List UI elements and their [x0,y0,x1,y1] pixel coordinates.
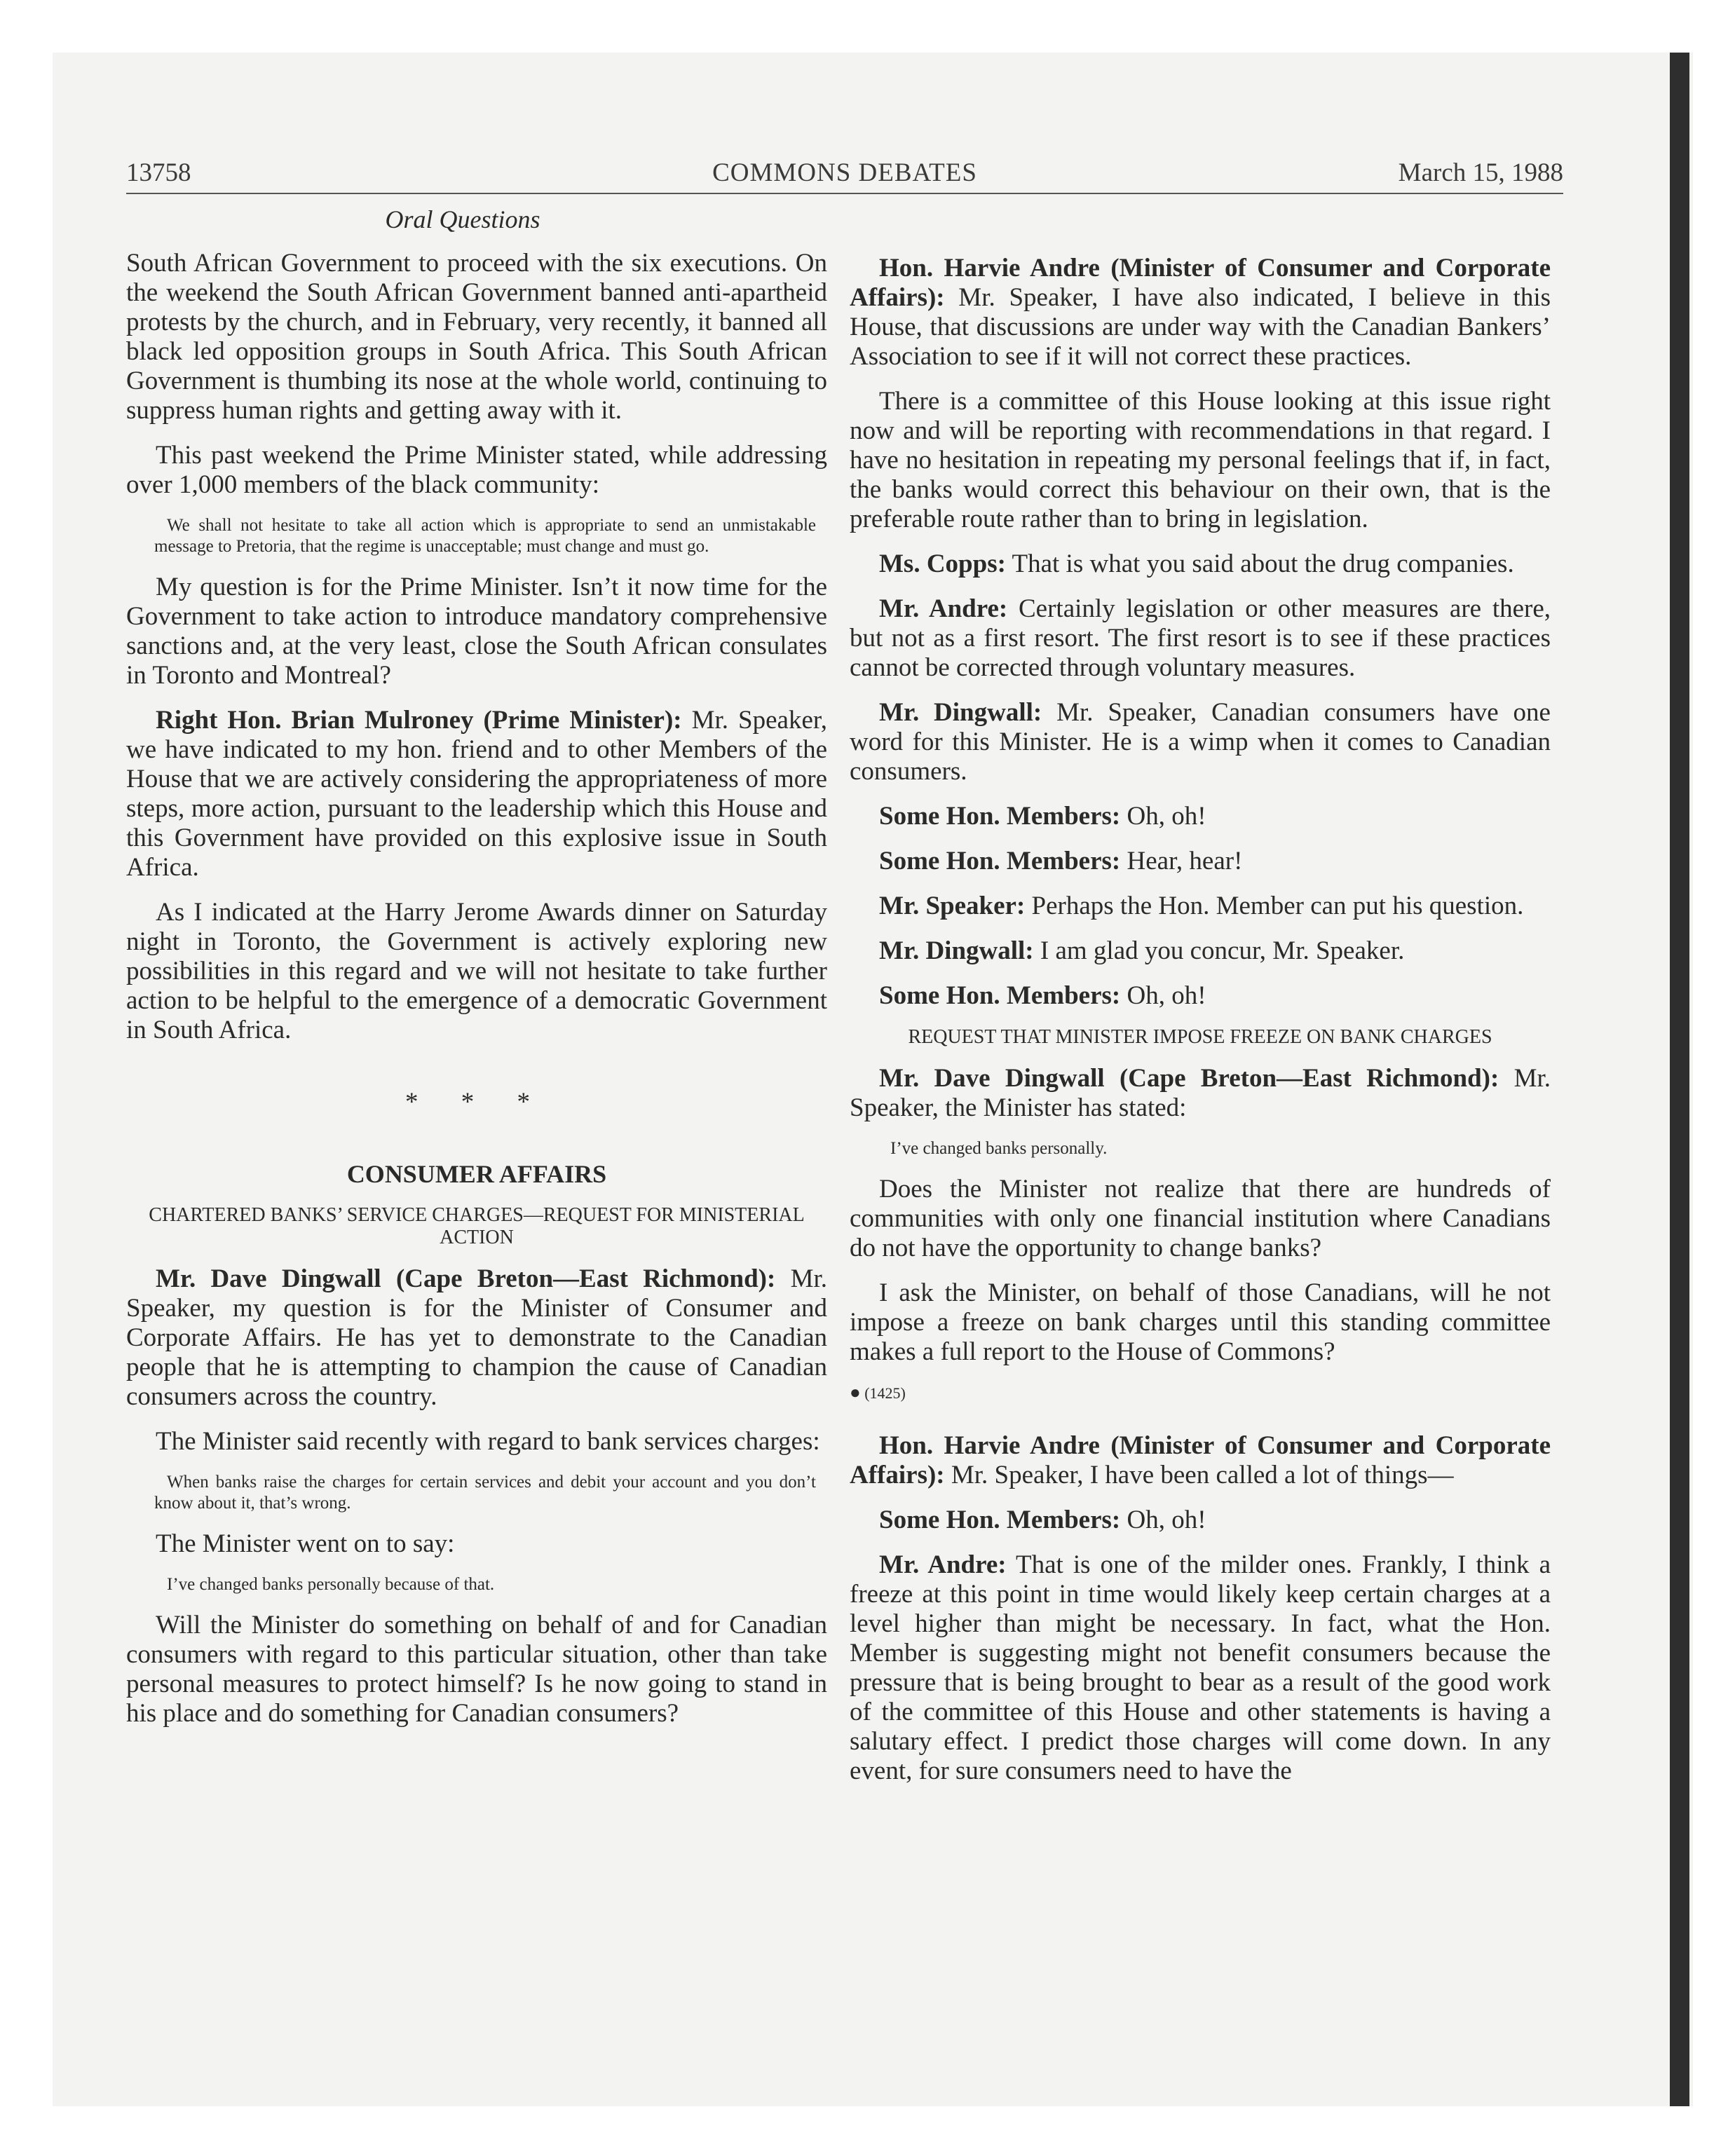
speaker-name: Hon. Harvie Andre (Minister of Consumer and Corporate Affairs): [850,1431,1551,1489]
speech-paragraph [850,550,1551,579]
speech-paragraph [850,1506,1551,1535]
speaker-name: Some Hon. Members: [879,847,1121,875]
speech-text: That is what you said about the drug companies. [1005,550,1514,578]
speech-paragraph [850,892,1551,921]
block-quote: When banks raise the charges for certain services and debit your account and you don’t know about it, that’s wrong. [154,1473,816,1513]
speech-text: Perhaps the Hon. Member can put his question. [1025,892,1524,920]
speaker-name: Some Hon. Members: [879,802,1121,831]
paragraph: The Minister said recently with regard to bank services charges: [156,1427,820,1456]
speech-text: Mr. Speaker, the Minister has stated: [850,1064,1551,1122]
speech-paragraph [850,981,1551,1011]
speaker-name: Mr. Dave Dingwall (Cape Breton—East Richmond): [879,1064,1499,1093]
speech-paragraph [850,594,1551,683]
speech-paragraph [850,1431,1551,1490]
speaker-name: Mr. Andre: [879,1550,1007,1579]
speaker-name: Hon. Harvie Andre (Minister of Consumer and Corporate Affairs): [850,254,1551,312]
timestamp-marker [850,1382,1551,1403]
speaker-name: Ms. Copps: [879,550,1006,578]
speech-paragraph [126,706,827,882]
speaker-name: Mr. Dave Dingwall (Cape Breton—East Richmond): [156,1264,776,1293]
speaker-name: Right Hon. Brian Mulroney (Prime Minister): [156,706,682,735]
scan-edge-bar [1670,53,1689,2106]
paragraph: Does the Minister not realize that there are hundreds of communities with only one financial institution where Canadians do not have the opportunity to change banks? [850,1175,1551,1262]
paragraph: Will the Minister do something on behalf of and for Canadian consumers with regard to this particular situation, other than take personal measures to protect himself? Is he now going to stand in his place and do something for Canadian consumers? [126,1611,827,1728]
speaker-name: Some Hon. Members: [879,1506,1121,1534]
speech-text: Mr. Speaker, I have also indicated, I believe in this House, that discussions are under way with the Canadian Bankers’ Association to see if it will not correct these practices. [850,283,1551,371]
paragraph: My question is for the Prime Minister. Isn’t it now time for the Government to take action to introduce mandatory comprehensive sanctions and, at the very least, close the South African consulates in Toronto and Montreal? [126,573,827,690]
speech-text: Oh, oh! [1120,802,1206,831]
speech-paragraph [850,1550,1551,1786]
page-number: 13758 [126,158,191,187]
speech-text: Certainly legislation or other measures are there, but not as a first resort. The first resort is to see if these practices cannot be corrected through voluntary measures. [850,594,1551,682]
page-date: March 15, 1988 [1398,158,1563,187]
paragraph: South African Government to proceed with the six executions. On the weekend the South African Government banned anti-apartheid protests by the church, and in February, very recently, it banned all black led opposition groups in South Africa. This South African Government is thumbing its nose at the whole world, continuing to suppress human rights and getting away with it. [126,249,827,425]
section-heading: CONSUMER AFFAIRS [346,1160,607,1188]
section-label: Oral Questions [385,205,540,233]
speech-paragraph [126,1264,827,1412]
speech-paragraph [850,802,1551,831]
paragraph: As I indicated at the Harry Jerome Awards dinner on Saturday night in Toronto, the Government is actively exploring new possibilities in this regard and we will not hesitate to take further action to be helpful to the emergence of a democratic Government in South Africa. [126,898,827,1044]
paragraph: I ask the Minister, on behalf of those Canadians, will he not impose a freeze on bank charges until this standing committee makes a full report to the House of Commons? [850,1278,1551,1366]
speaker-name: Mr. Dingwall: [879,698,1042,727]
bullet-icon: ● [850,1382,861,1403]
speech-paragraph [850,936,1551,966]
page-header [126,158,1563,194]
speaker-name: Some Hon. Members: [879,981,1121,1010]
speech-text: That is one of the milder ones. Frankly, I think a freeze at this point in time would likely keep certain charges at a level higher than might be necessary. In fact, what the Hon. Member is suggesting might not benefit consumers because the pressure that is being brought to bear as a result of the good work of the committee of this House and other statements is having a salutary effect. I predict those charges will come down. In any event, for sure consumers need to have the [850,1550,1551,1785]
subheading: CHARTERED BANKS’ SERVICE CHARGES—REQUEST FOR MINISTERIAL ACTION [149,1204,805,1248]
speech-text: Mr. Speaker, we have indicated to my hon. friend and to other Members of the House that we are actively considering the appropriateness of more steps, more action, pursuant to the leadership which this House and this Government have provided on this explosive issue in South Africa. [126,706,827,882]
block-quote: I’ve changed banks personally because of that. [167,1575,495,1594]
paragraph: There is a committee of this House looking at this issue right now and will be reporting with recommendations in that regard. I have no hesitation in repeating my personal feelings that if, in fact, the banks would correct this behaviour on their own, that is the preferable route rather than to bring in legislation. [850,387,1551,533]
speech-text: Oh, oh! [1120,1506,1206,1534]
left-column [126,249,827,1744]
speech-paragraph [850,254,1551,371]
paragraph: This past weekend the Prime Minister stated, while addressing over 1,000 members of the black community: [126,441,827,499]
speech-paragraph [850,1064,1551,1123]
speech-paragraph [850,847,1551,876]
timestamp: (1425) [864,1384,906,1402]
speech-paragraph [850,698,1551,786]
publication-title: COMMONS DEBATES [712,158,977,187]
right-column [850,254,1551,1801]
subheading: REQUEST THAT MINISTER IMPOSE FREEZE ON BANK CHARGES [908,1026,1492,1048]
speech-text: Hear, hear! [1120,847,1243,875]
block-quote: I’ve changed banks personally. [890,1139,1108,1158]
speech-text: Oh, oh! [1120,981,1206,1010]
speech-text: Mr. Speaker, I have been called a lot of things— [944,1461,1454,1489]
block-quote: We shall not hesitate to take all action which is appropriate to send an unmistakable message to Pretoria, that the regime is unacceptable; must change and must go. [154,516,816,556]
speaker-name: Mr. Speaker: [879,892,1026,920]
speech-text: Mr. Speaker, my question is for the Minister of Consumer and Corporate Affairs. He has yet to demonstrate to the Canadian people that he is attempting to champion the cause of Canadian consumers across the country. [126,1264,827,1411]
section-separator: * * * [405,1088,548,1117]
speaker-name: Mr. Dingwall: [879,936,1034,965]
speech-text: Mr. Speaker, Canadian consumers have one word for this Minister. He is a wimp when it comes to Canadian consumers. [850,698,1551,786]
speech-text: I am glad you concur, Mr. Speaker. [1033,936,1405,965]
speaker-name: Mr. Andre: [879,594,1008,623]
paragraph: The Minister went on to say: [156,1529,455,1558]
